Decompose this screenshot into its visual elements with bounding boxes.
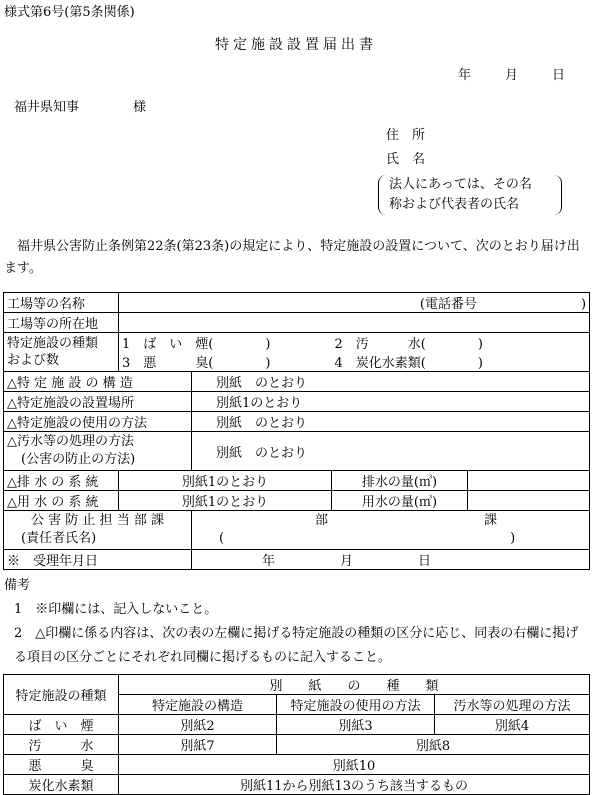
facility-type-hydrocarbon[interactable]: 4 炭化水素類( ): [332, 352, 590, 372]
facility-type-label: [4, 333, 119, 372]
sub-col-structure: 特定施設の構造: [119, 695, 277, 715]
notification-form-table: [3, 292, 590, 570]
corporate-note-bracket: [378, 175, 562, 215]
sub-cell: 別紙3: [277, 715, 435, 735]
table-row: [4, 775, 590, 795]
phone-label: (電話番号 ): [419, 297, 587, 312]
sub-col-usage: 特定施設の使用の方法: [277, 695, 435, 715]
sub-header-type: 特定施設の種類: [4, 675, 119, 715]
location-label: △特定施設の設置場所: [4, 392, 192, 412]
receipt-date-label: ※ 受理年月日: [4, 550, 192, 570]
facility-type-smoke[interactable]: 1 ば い 煙( ): [119, 333, 332, 353]
sub-row-type: 汚 水: [4, 735, 119, 755]
table-row: [4, 412, 590, 432]
receipt-date-value: 年 月 日: [192, 550, 590, 570]
drain-system-label: △排 水 の 系 統: [4, 471, 119, 491]
date-month-label: 月: [505, 68, 519, 83]
table-row: [4, 755, 590, 775]
usage-value[interactable]: 別紙 のとおり: [192, 412, 590, 432]
note-1: 1 ※印欄には、記入しないこと。: [14, 602, 218, 617]
sub-cell: 別紙7: [119, 735, 277, 755]
factory-location-field[interactable]: [119, 313, 590, 333]
date-day-label: 日: [552, 68, 566, 83]
table-row: [4, 392, 590, 412]
usage-label: △特定施設の使用の方法: [4, 412, 192, 432]
treatment-label: [4, 432, 192, 471]
addressee-suffix: 様: [133, 100, 147, 115]
submission-date: [458, 64, 565, 83]
notes-heading: 備考: [4, 578, 31, 593]
table-row: [4, 372, 590, 392]
factory-name-field[interactable]: [119, 293, 590, 313]
sub-col-treatment: 汚水等の処理の方法: [435, 695, 590, 715]
note-2: 2 △印欄に係る内容は、次の表の左欄に掲げる特定施設の種類の区分に応じ、同表の右欄に掲げる項目の区分ごとにそれぞれ同欄に掲げるものに記入すること。: [14, 626, 579, 665]
water-system-value[interactable]: 別紙1のとおり: [119, 491, 332, 511]
table-row: [4, 550, 590, 570]
pollution-dept-label: [4, 511, 192, 550]
pollution-dept-label-line1: 公 害 防 止 担 当 部 課: [31, 513, 164, 528]
sub-cell: 別紙4: [435, 715, 590, 735]
sub-row-type: 炭化水素類: [4, 775, 119, 795]
factory-location-label: 工場等の所在地: [4, 313, 119, 333]
responsible-person-value: ( ): [219, 531, 516, 546]
table-row: [4, 293, 590, 313]
table-row: [4, 491, 590, 511]
declaration-text: 福井県公害防止条例第22条(第23条)の規定により、特定施設の設置について、次のとおり届け出ます。: [4, 239, 580, 276]
addressee-name: 福井県知事: [14, 100, 80, 115]
sub-row-type: ば い 煙: [4, 715, 119, 735]
facility-type-label-line1: 特定施設の種類: [7, 336, 99, 351]
table-row: [4, 471, 590, 491]
sub-cell: 別紙10: [119, 755, 590, 775]
water-amount-label: 用水の量(㎥): [332, 491, 468, 511]
pollution-dept-label-line2: (責任者氏名): [21, 531, 97, 546]
dept-value: 部 課: [315, 513, 498, 528]
applicant-name-label: 氏 名: [386, 152, 426, 167]
treatment-value[interactable]: 別紙 のとおり: [192, 432, 590, 471]
treatment-label-line2: (公害の防止の方法): [21, 452, 136, 467]
sub-cell: 別紙8: [277, 735, 590, 755]
table-row: [4, 675, 590, 695]
facility-type-odor[interactable]: 3 悪 臭( ): [119, 352, 332, 372]
table-row: [4, 432, 590, 471]
drain-amount-label: 排水の量(㎥): [332, 471, 468, 491]
attachment-type-table: [3, 674, 590, 795]
water-system-label: △用 水 の 系 統: [4, 491, 119, 511]
corporate-note-line2: 称および代表者の氏名: [389, 197, 520, 212]
table-row: [4, 735, 590, 755]
sub-row-type: 悪 臭: [4, 755, 119, 775]
sub-cell: 別紙2: [119, 715, 277, 735]
form-number-label: 様式第6号(第5条関係): [4, 5, 135, 20]
corporate-note-line1: 法人にあっては、その名: [389, 177, 532, 192]
table-row: [4, 511, 590, 550]
structure-label: △特 定 施 設 の 構 造: [4, 372, 192, 392]
location-value[interactable]: 別紙1のとおり: [192, 392, 590, 412]
addressee: [14, 96, 146, 115]
water-amount-field[interactable]: [468, 491, 590, 511]
facility-type-wastewater[interactable]: 2 汚 水( ): [332, 333, 590, 353]
drain-amount-field[interactable]: [468, 471, 590, 491]
treatment-label-line1: △汚水等の処理の方法: [7, 434, 134, 449]
table-row: [4, 313, 590, 333]
factory-name-label: 工場等の名称: [4, 293, 119, 313]
drain-system-value[interactable]: 別紙1のとおり: [119, 471, 332, 491]
structure-value[interactable]: 別紙 のとおり: [192, 372, 590, 392]
table-row: [4, 715, 590, 735]
pollution-dept-field[interactable]: [192, 511, 590, 550]
facility-type-label-line2: および数: [7, 353, 60, 368]
document-title: 特定施設設置届出書: [215, 37, 377, 53]
date-year-label: 年: [458, 68, 472, 83]
table-row: [4, 333, 590, 353]
sub-header-kind: 別 紙 の 種 類: [119, 675, 590, 695]
sub-cell: 別紙11から別紙13のうち該当するもの: [119, 775, 590, 795]
applicant-address-label: 住 所: [386, 128, 426, 143]
